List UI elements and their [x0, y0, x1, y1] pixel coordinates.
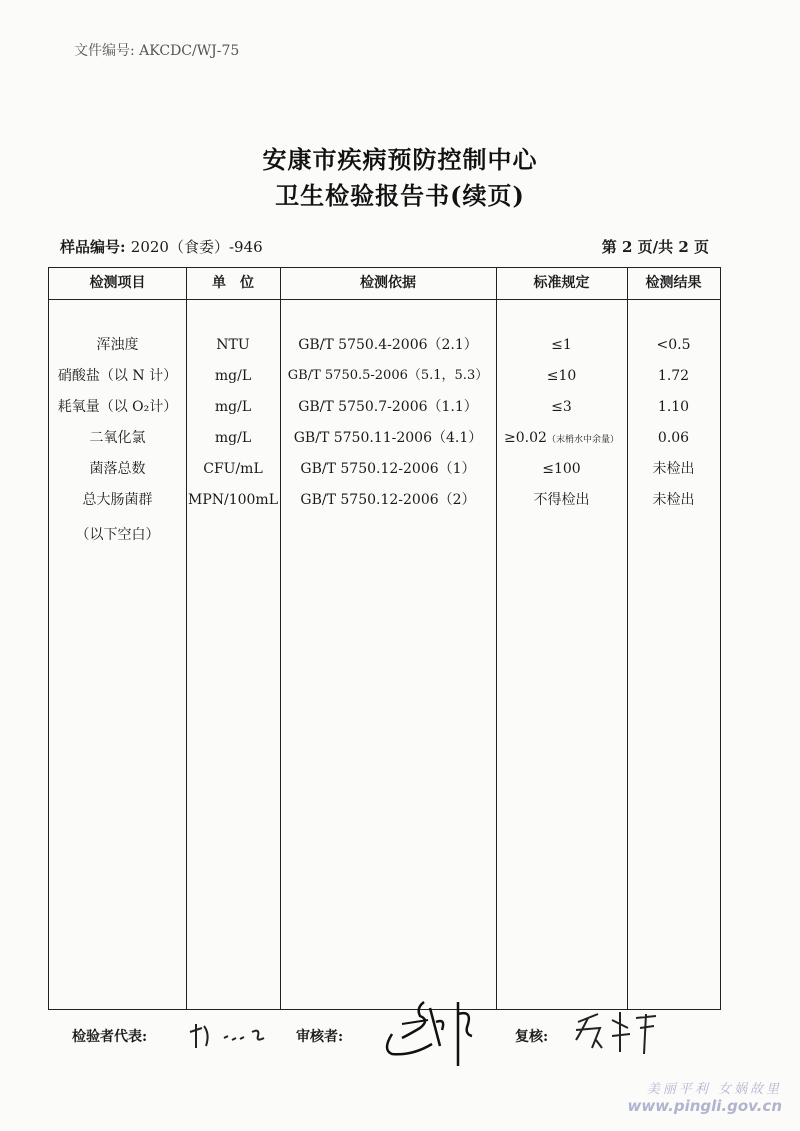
row-item: 总大肠菌群 [82, 492, 153, 508]
header-item: 检测项目 [89, 275, 146, 291]
row-basis: GB/T 5750.4-2006（2.1） [298, 337, 478, 353]
row-unit: MPN/100mL [187, 492, 278, 508]
row-standard-value: ≥0.02 [504, 430, 547, 446]
watermark-url: www.pingli.gov.cn [627, 1097, 782, 1115]
row-basis: GB/T 5750.11-2006（4.1） [293, 430, 483, 446]
row-basis: GB/T 5750.7-2006（1.1） [298, 399, 478, 415]
sample-number-value: 2020（食委）-946 [130, 238, 263, 256]
header-result: 检测结果 [645, 275, 702, 291]
row-result: 1.72 [657, 368, 690, 384]
row-unit: NTU [216, 337, 250, 353]
row-standard: ≤100 [542, 461, 581, 477]
header-divider [49, 299, 720, 300]
blank-note: （以下空白） [75, 527, 160, 543]
row-result: 未检出 [652, 492, 695, 508]
row-item: 二氧化氯 [89, 430, 146, 446]
watermark-slogan: 美丽平利 女娲故里 [646, 1082, 782, 1097]
row-unit: mg/L [214, 399, 252, 415]
row-standard: ≤10 [546, 368, 577, 384]
report-title: 卫生检验报告书(续页) [275, 181, 525, 210]
row-unit: CFU/mL [203, 461, 263, 477]
sample-number-label: 样品编号: [60, 238, 126, 256]
rechecker-label: 复核: [515, 1029, 549, 1045]
inspector-label: 检验者代表: [72, 1029, 148, 1045]
row-item: 浑浊度 [96, 337, 139, 353]
row-result: 未检出 [652, 461, 695, 477]
row-basis: GB/T 5750.5-2006（5.1，5.3） [287, 368, 489, 383]
header-unit: 单 位 [212, 275, 254, 291]
document-number: 文件编号: AKCDC/WJ-75 [74, 43, 240, 59]
row-basis: GB/T 5750.12-2006（1） [300, 461, 476, 477]
results-table [48, 267, 721, 1010]
row-standard: ≤3 [551, 399, 572, 415]
row-item: 耗氧量（以 O₂计） [57, 399, 178, 415]
rechecker-signature [566, 1004, 666, 1060]
reviewer-label: 审核者: [296, 1029, 344, 1045]
inspector-signature [180, 1014, 280, 1054]
row-item: 硝酸盐（以 N 计） [57, 368, 178, 384]
row-standard: ≤1 [551, 337, 572, 353]
row-result: <0.5 [656, 337, 691, 353]
row-unit: mg/L [214, 368, 252, 384]
row-standard-note: （末梢水中余量） [546, 435, 619, 445]
row-result: 0.06 [657, 430, 690, 446]
organization-title: 安康市疾病预防控制中心 [262, 145, 538, 174]
row-standard: 不得检出 [533, 492, 590, 508]
header-standard: 标准规定 [533, 275, 590, 291]
sample-number [60, 236, 263, 257]
row-item: 菌落总数 [89, 461, 146, 477]
reviewer-signature [372, 994, 492, 1069]
row-basis: GB/T 5750.12-2006（2） [300, 492, 476, 508]
header-basis: 检测依据 [360, 275, 416, 291]
row-result: 1.10 [657, 399, 690, 415]
row-standard [496, 423, 627, 453]
page-info: 第 2 页/共 2 页 [601, 238, 709, 256]
row-unit: mg/L [214, 430, 252, 446]
